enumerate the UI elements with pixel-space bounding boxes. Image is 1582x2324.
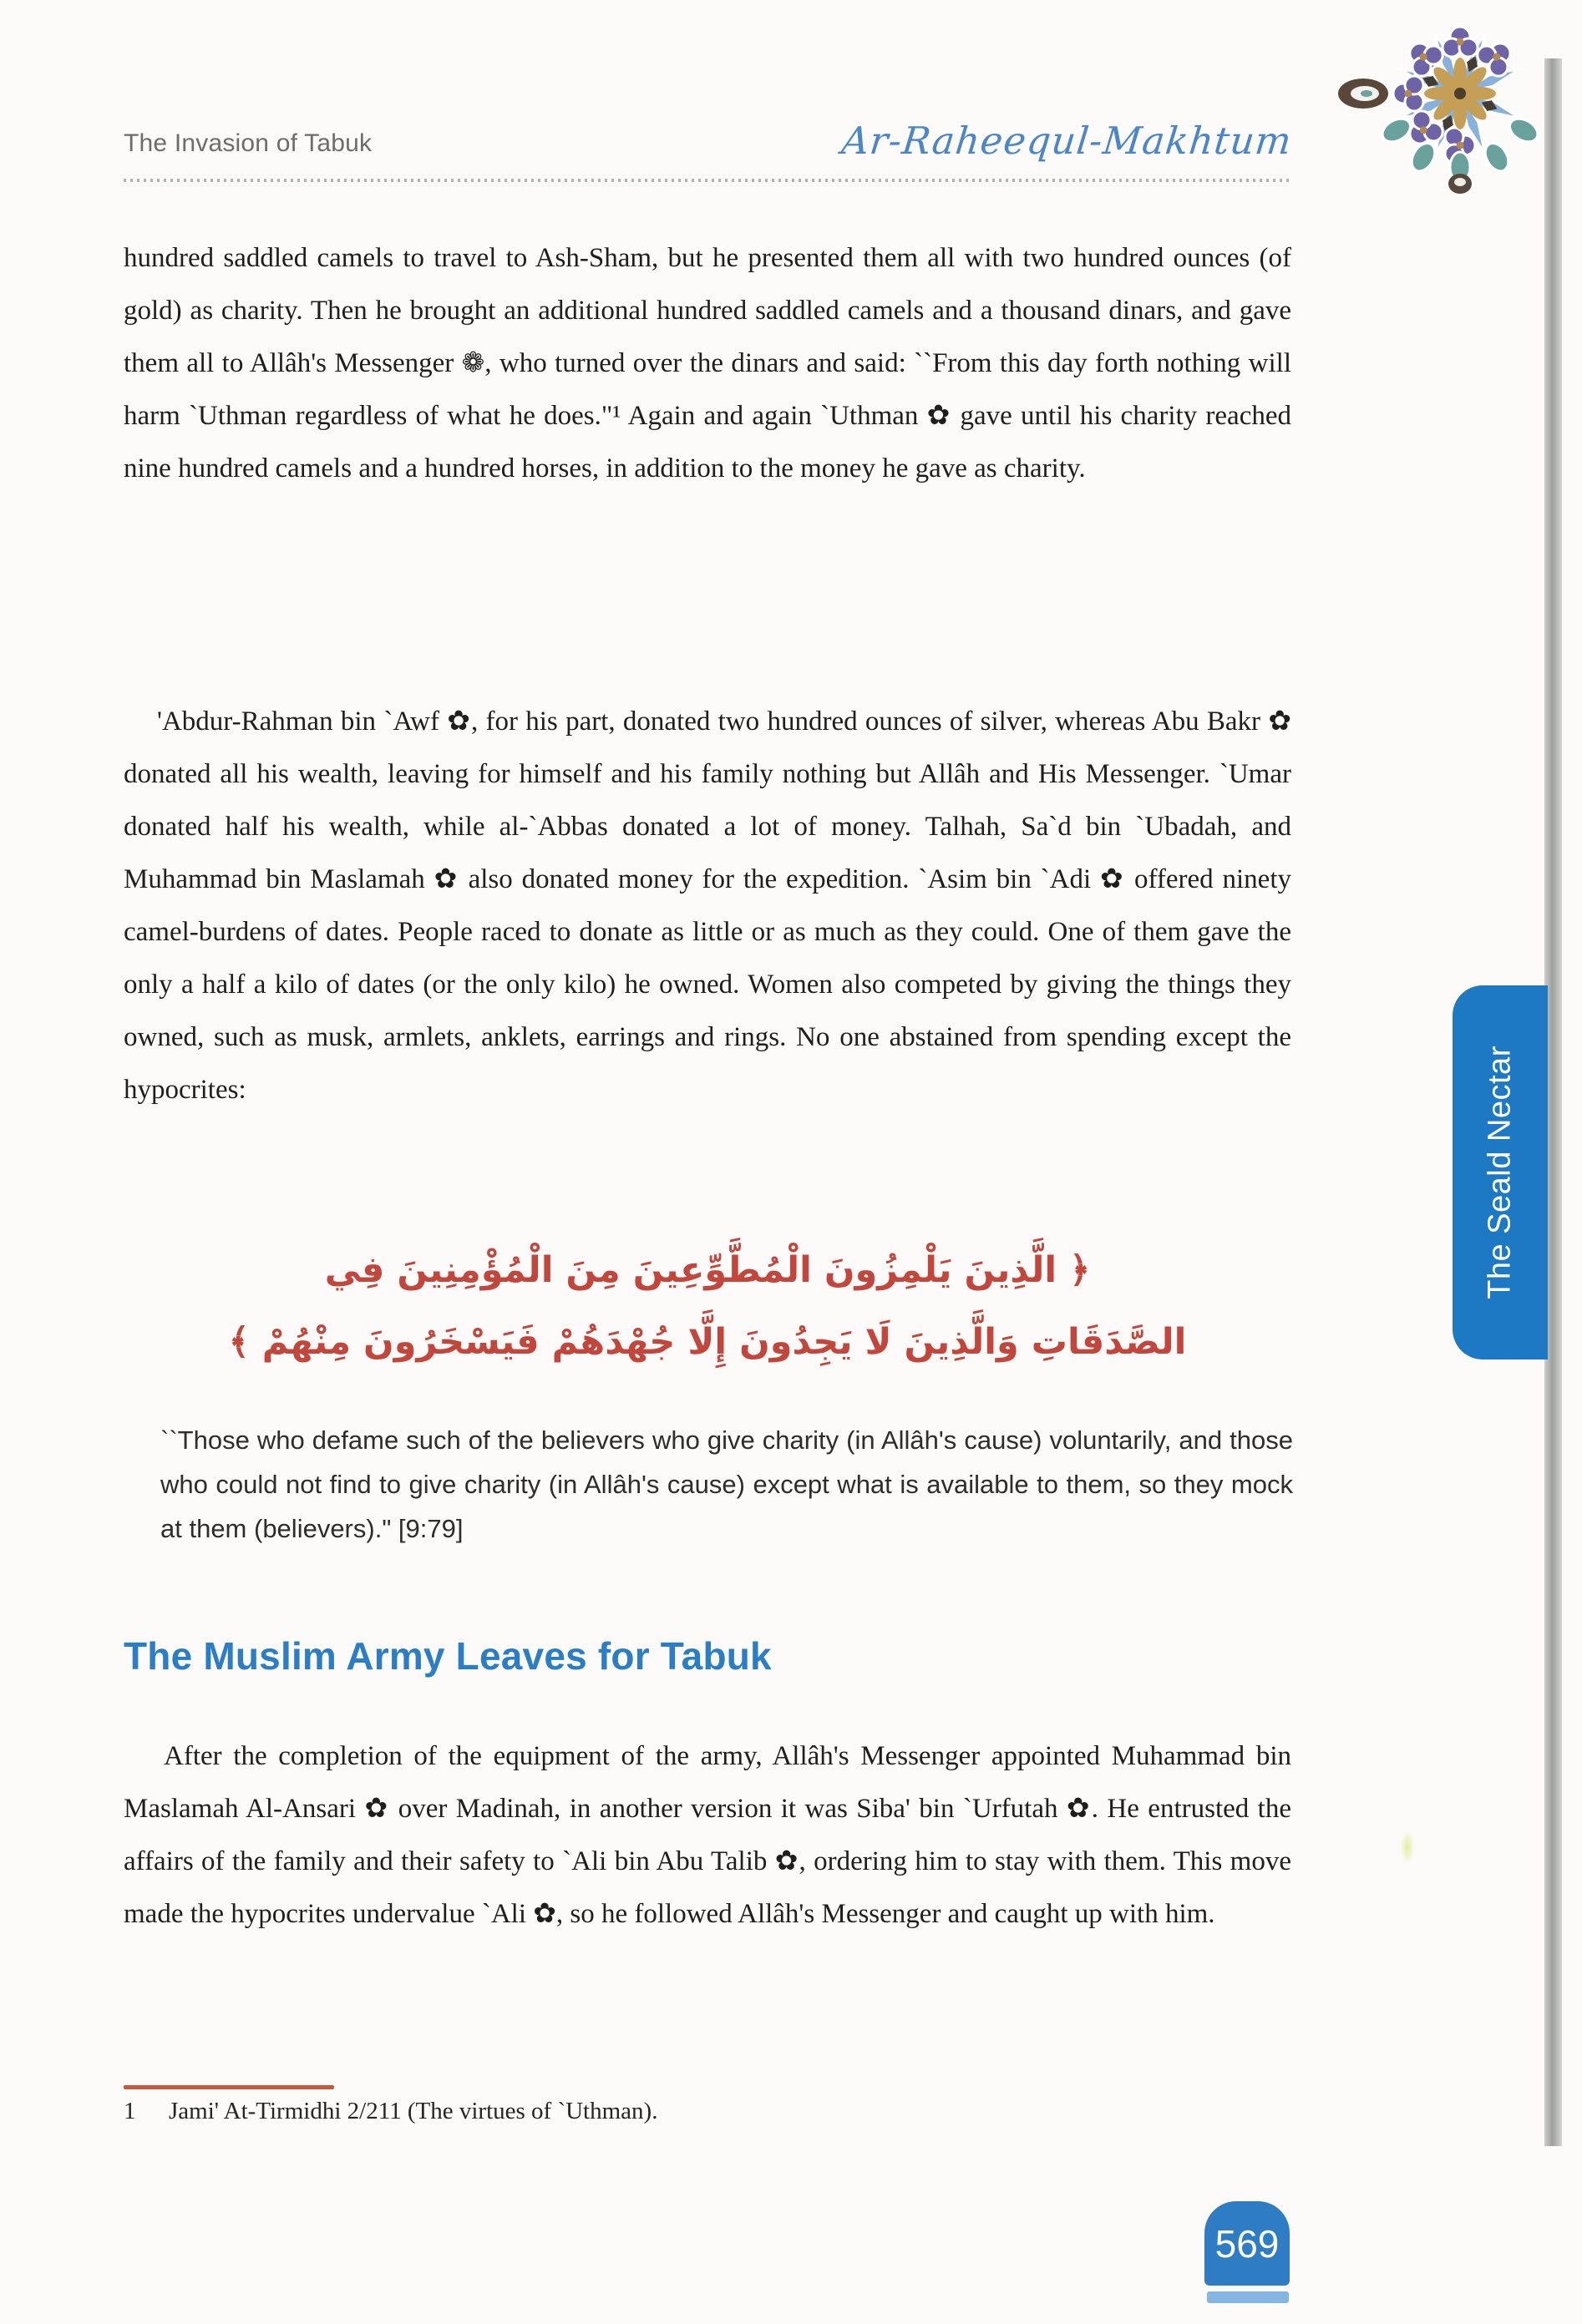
running-header-section-title: The Invasion of Tabuk [124, 129, 373, 157]
footnote-separator-rule [124, 2085, 334, 2089]
chapter-thumb-tab [1453, 985, 1548, 1359]
scan-smudge [1402, 1830, 1413, 1864]
quran-verse-translation: ``Those who defame such of the believers who give charity (in Allâh's cause) voluntarily, and those who could not find to give charity (in Allâh's cause) except what is available to them, so they mock at them (believers)." [9:79] [160, 1425, 1293, 1543]
paragraph-uthman-charity: hundred saddled camels to travel to Ash-Sham, but he presented them all with two hundred ounces (of gold) as charity. Then he brought an additional hundred saddled camels and a thousand dinars, and gave them all to Allâh's Messenger ❁, who turned over the dinars and said: ``From this day forth nothing will harm `Uthman regardless of what he does."¹ Again and again `Uthman ✿ gave until his charity reached nine hundred camels and a hundred horses, in addition to the money he gave as charity. [124, 243, 1291, 484]
page-number: 569 [1214, 2221, 1280, 2266]
footnote-marker: 1 [124, 2098, 136, 2124]
footnote-text: Jami' At-Tirmidhi 2/211 (The virtues of `Uthman). [169, 2098, 658, 2124]
page-number-underline [1207, 2291, 1289, 2303]
section-heading: The Muslim Army Leaves for Tabuk [124, 1634, 772, 1678]
chapter-thumb-tab-label: The Seald Nectar [1482, 1046, 1518, 1299]
paragraph-companions-donations: 'Abdur-Rahman bin `Awf ✿, for his part, donated two hundred ounces of silver, whereas Abu Bakr ✿ donated all his wealth, leaving for himself and his family nothing but Allâh and His Messenger. `Umar donated half his wealth, while al-`Abbas donated a lot of money. Talhah, Sa`d bin `Ubadah, and Muhammad bin Maslamah ✿ also donated money for the expedition. `Asim bin `Adi ✿ offered ninety camel-burdens of dates. People raced to donate as little or as much as they could. One of them gave the only a half a kilo of dates (or the only kilo) he owned. Women also competed by giving the things they owned, such as musk, armlets, anklets, earrings and rings. No one abstained from spending except the hypocrites: [124, 706, 1291, 1105]
quran-verse-arabic-line1: ﴿ الَّذِينَ يَلْمِزُونَ الْمُطَّوِّعِينَ مِنَ الْمُؤْمِنِينَ فِي [324, 1249, 1091, 1291]
page-number-badge [1204, 2201, 1290, 2286]
footnote [124, 2098, 657, 2125]
header-dotted-divider [124, 179, 1291, 182]
quran-verse-arabic-line2: الصَّدَقَاتِ وَالَّذِينَ لَا يَجِدُونَ إِلَّا جُهْدَهُمْ فَيَسْخَرُونَ مِنْهُمْ ﴾ [228, 1321, 1187, 1363]
paragraph-army-departure: After the completion of the equipment of the army, Allâh's Messenger appointed Muhammad bin Maslamah Al-Ansari ✿ over Madinah, in another version it was Siba' bin `Urfutah ✿. He entrusted the affairs of the family and their safety to `Ali bin Abu Talib ✿, ordering him to stay with them. This move made the hypocrites undervalue `Ali ✿, so he followed Allâh's Messenger and caught up with him. [124, 1741, 1291, 1929]
quran-verse-arabic [124, 1234, 1291, 1378]
corner-ornament-icon [1328, 13, 1562, 199]
running-header-book-title: Ar-Raheequl-Makhtum [839, 119, 1294, 163]
